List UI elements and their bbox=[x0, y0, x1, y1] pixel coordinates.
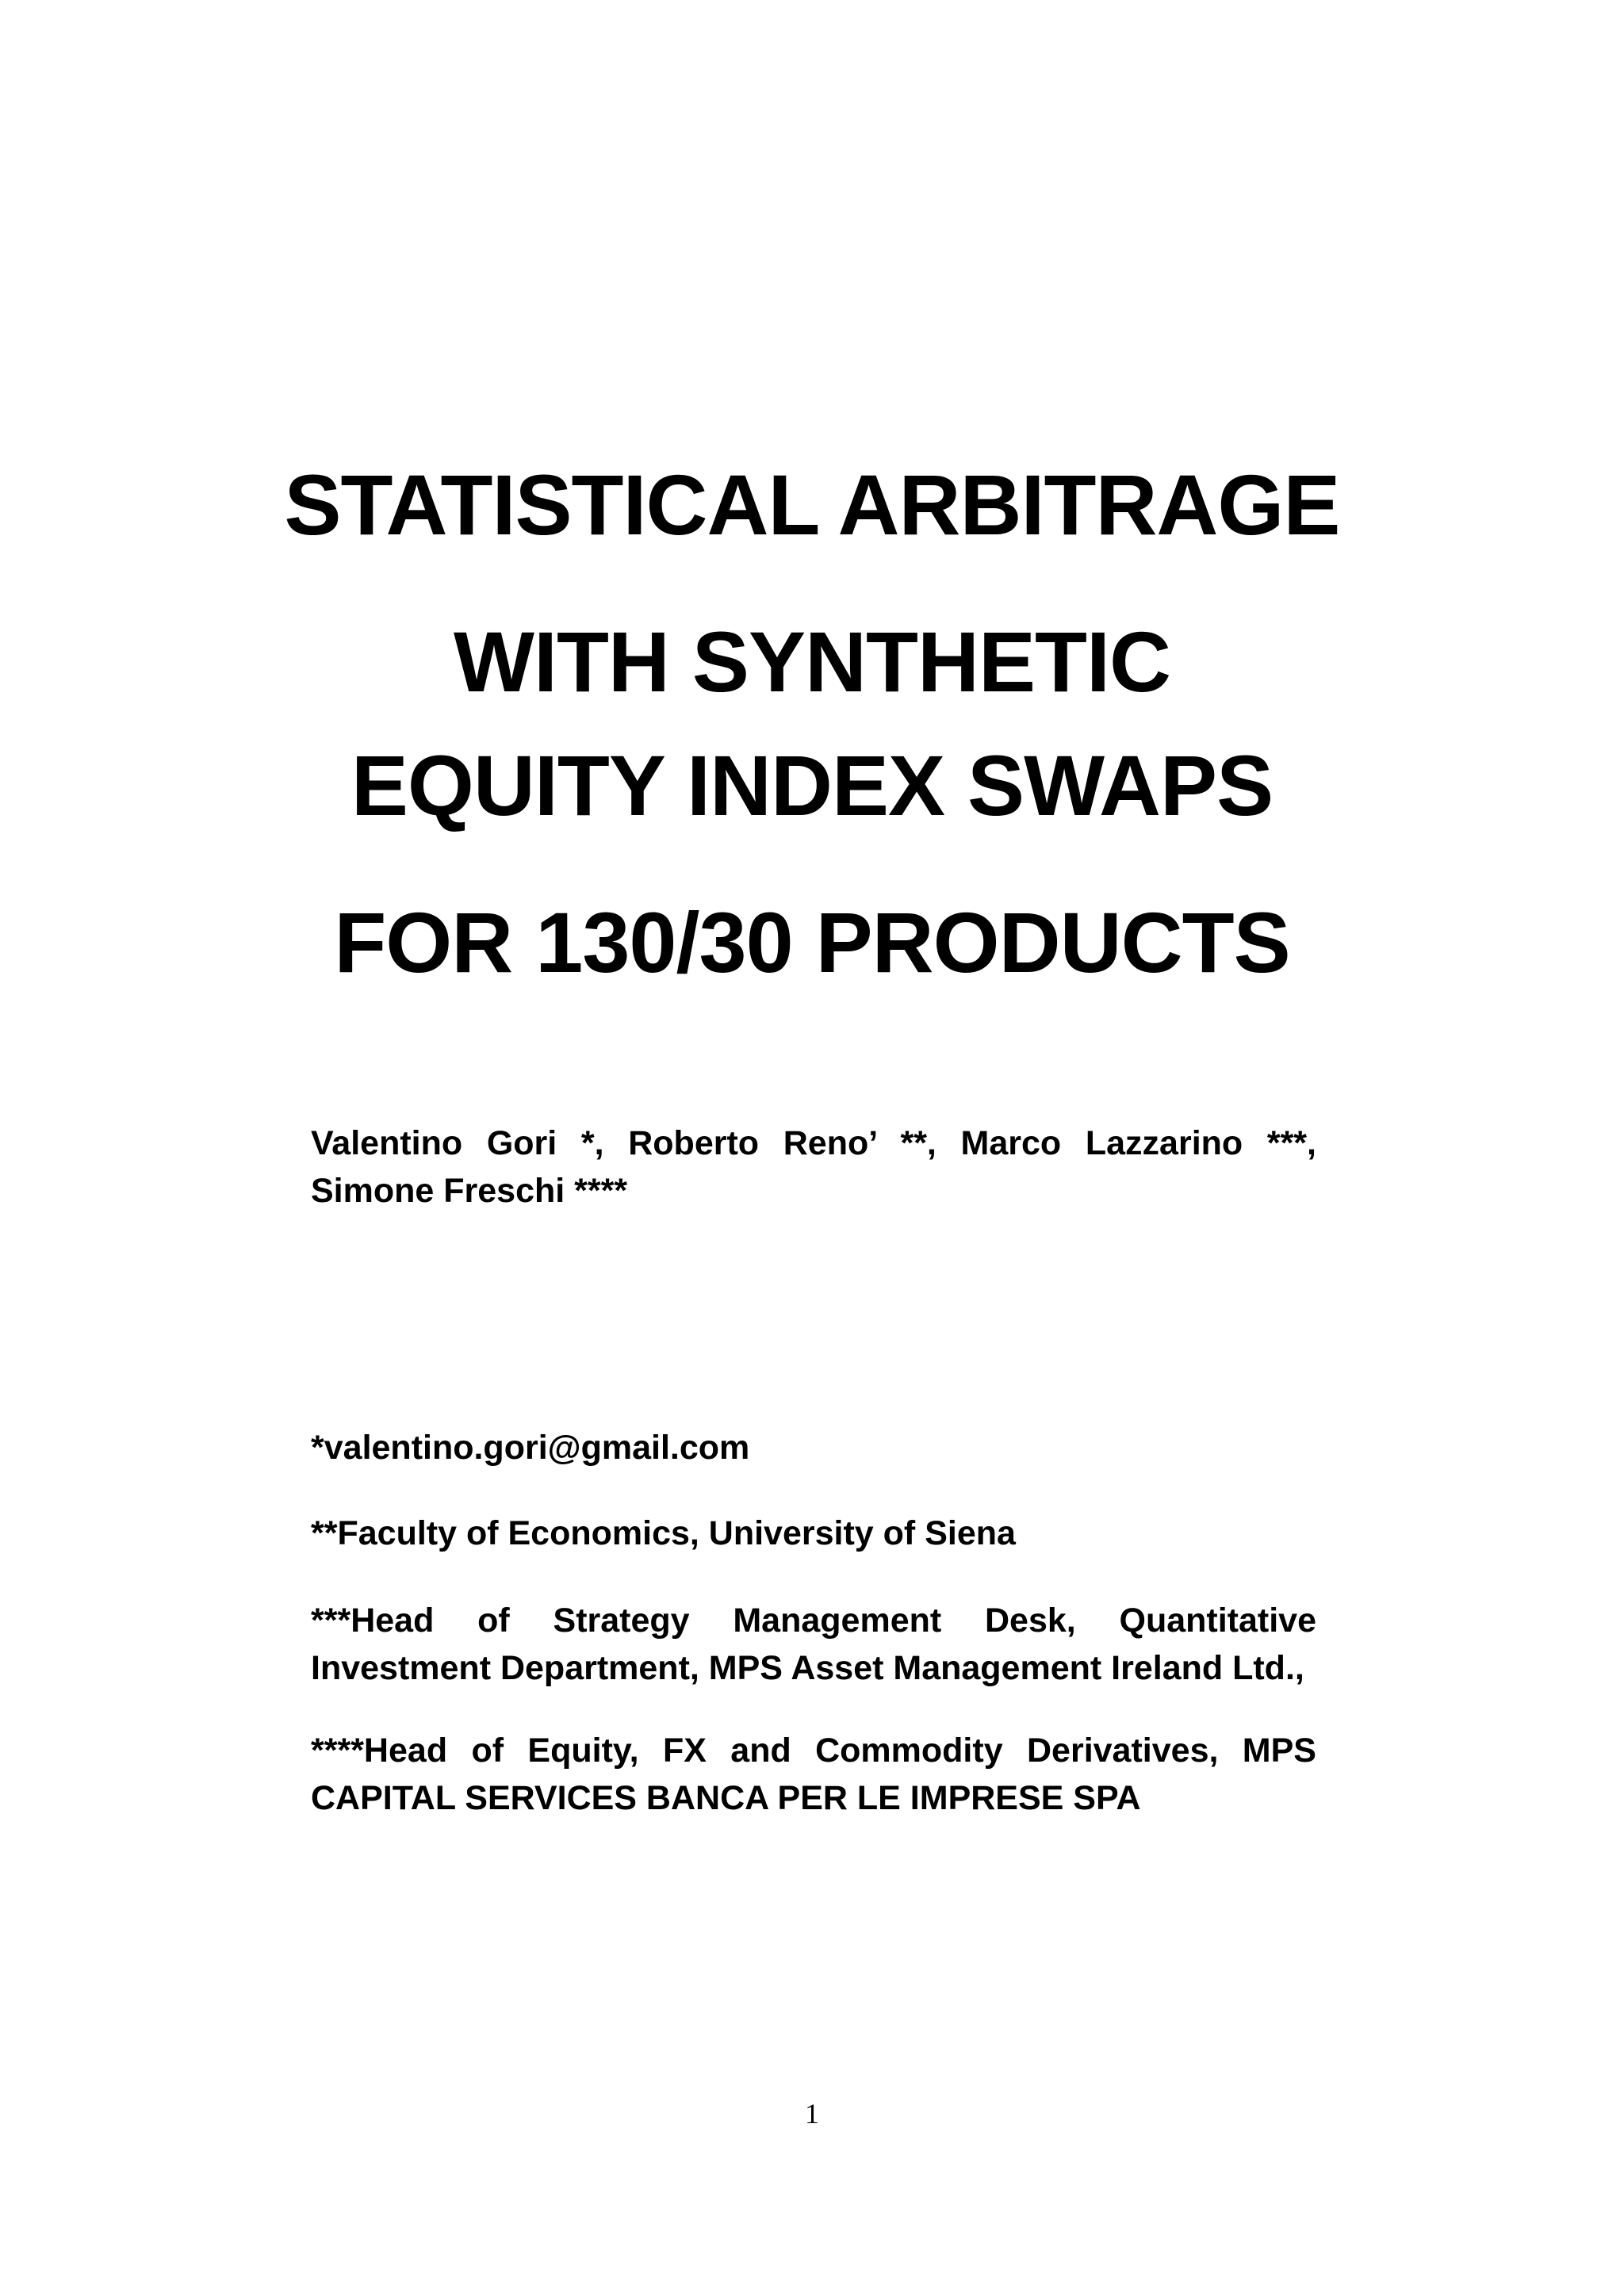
title-line-3: EQUITY INDEX SWAPS bbox=[350, 737, 1274, 833]
affiliation-mps-asset-management: ***Head of Strategy Management Desk, Quantitative Investment Department, MPS Asset Management Ireland Ltd., bbox=[311, 1601, 1316, 1687]
page-number: 1 bbox=[805, 2098, 819, 2130]
affiliation-siena: **Faculty of Economics, University of Siena bbox=[311, 1514, 1016, 1552]
title-line-1: STATISTICAL ARBITRAGE bbox=[284, 457, 1340, 553]
title-line-2: WITH SYNTHETIC bbox=[454, 614, 1170, 710]
title-line-4: FOR 130/30 PRODUCTS bbox=[334, 894, 1290, 990]
author-email: *valentino.gori@gmail.com bbox=[311, 1429, 750, 1467]
affiliation-mps-capital-services: ****Head of Equity, FX and Commodity Derivatives, MPS CAPITAL SERVICES BANCA PER LE IMPRESE SPA bbox=[311, 1732, 1316, 1817]
author-list: Valentino Gori *, Roberto Reno’ **, Marco Lazzarino ***, Simone Freschi **** bbox=[311, 1124, 1316, 1210]
